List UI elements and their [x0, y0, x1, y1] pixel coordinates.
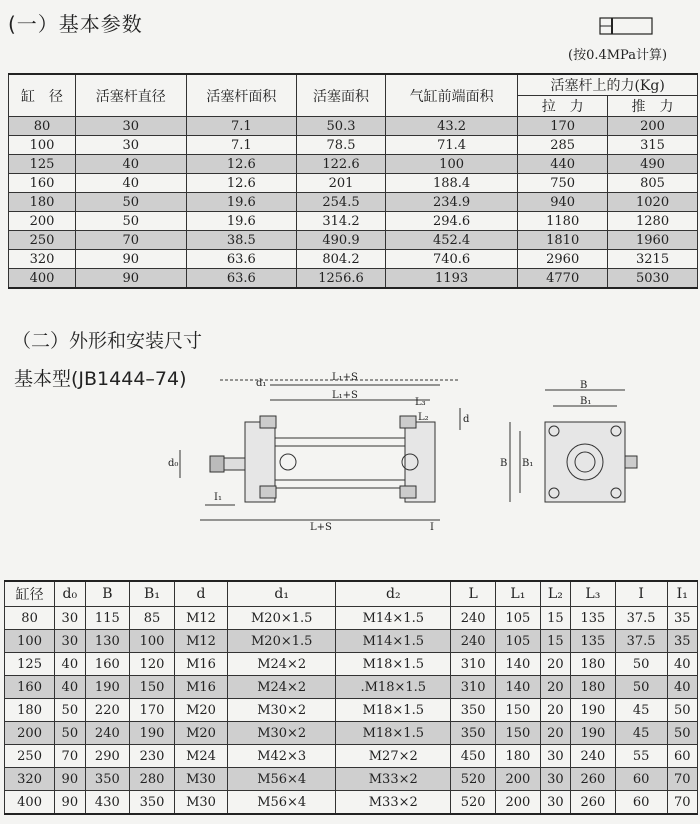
table-cell: 350	[130, 791, 175, 815]
table-cell: 50.3	[297, 117, 386, 136]
table-row	[9, 212, 698, 231]
table-cell: 90	[75, 250, 186, 269]
table-cell: 260	[571, 791, 616, 815]
label-b: B	[580, 380, 588, 391]
table-cell: 40	[55, 653, 85, 676]
table-header: d₀	[55, 581, 85, 607]
table-cell: 200	[496, 768, 541, 791]
table-cell: M56×4	[228, 768, 336, 791]
table-cell: 220	[85, 699, 130, 722]
table-cell: 285	[518, 136, 608, 155]
label-d: d	[463, 414, 470, 425]
table-cell: 452.4	[385, 231, 517, 250]
table-cell: M24×2	[228, 653, 336, 676]
table-cell: 180	[571, 676, 616, 699]
table-cell: 85	[130, 607, 175, 630]
cylinder-icon	[596, 12, 656, 40]
table-cell: 180	[571, 653, 616, 676]
table-cell: 240	[451, 607, 496, 630]
table-cell: 50	[615, 676, 667, 699]
table-cell: 1193	[385, 269, 517, 289]
col-piston-area: 活塞面积	[297, 74, 386, 117]
table-cell: 350	[85, 768, 130, 791]
table-cell: 100	[130, 630, 175, 653]
table-cell: M12	[174, 607, 227, 630]
table-cell: 50	[75, 193, 186, 212]
table-cell: 100	[5, 630, 55, 653]
side-view	[510, 390, 637, 502]
table-cell: 100	[385, 155, 517, 174]
col-rod-diameter: 活塞杆直径	[75, 74, 186, 117]
table-cell: 50	[615, 653, 667, 676]
table-cell: 250	[5, 745, 55, 768]
table-cell: 80	[9, 117, 76, 136]
table-cell: 805	[608, 174, 698, 193]
label-b-side: B	[500, 458, 508, 469]
table-cell: M20	[174, 722, 227, 745]
table-cell: 200	[5, 722, 55, 745]
table-header: I	[615, 581, 667, 607]
table-row	[5, 768, 698, 791]
table-cell: M42×3	[228, 745, 336, 768]
table-cell: M16	[174, 676, 227, 699]
table-cell: 3215	[608, 250, 698, 269]
table-cell: 40	[75, 174, 186, 193]
table-cell: 250	[9, 231, 76, 250]
table-header: 缸径	[5, 581, 55, 607]
table-cell: 70	[55, 745, 85, 768]
table-header: B	[85, 581, 130, 607]
table-cell: M30	[174, 768, 227, 791]
table-cell: 260	[571, 768, 616, 791]
table-cell: 30	[55, 607, 85, 630]
table-cell: 40	[667, 653, 697, 676]
table-cell: 200	[9, 212, 76, 231]
table-cell: M27×2	[336, 745, 451, 768]
table-cell: 180	[496, 745, 541, 768]
table-row	[9, 155, 698, 174]
table-cell: 170	[518, 117, 608, 136]
table-cell: 55	[615, 745, 667, 768]
table-cell: 90	[55, 768, 85, 791]
table-cell: 20	[540, 699, 570, 722]
table-cell: 1280	[608, 212, 698, 231]
table-cell: 30	[540, 768, 570, 791]
table-cell: 20	[540, 722, 570, 745]
col-bore: 缸 径	[9, 74, 76, 117]
table-cell: 15	[540, 607, 570, 630]
table-cell: 314.2	[297, 212, 386, 231]
table-row	[9, 269, 698, 289]
table-cell: 50	[667, 722, 697, 745]
table-cell: 190	[571, 699, 616, 722]
table-cell: 1020	[608, 193, 698, 212]
table-header: L₃	[571, 581, 616, 607]
table-cell: 160	[85, 653, 130, 676]
table-cell: 940	[518, 193, 608, 212]
table-cell: 135	[571, 607, 616, 630]
table-cell: 180	[9, 193, 76, 212]
cylinder-drawing	[160, 360, 700, 570]
label-l3: L₃	[415, 397, 426, 408]
table-cell: 200	[608, 117, 698, 136]
table-cell: M16	[174, 653, 227, 676]
table-row	[5, 722, 698, 745]
table-cell: 50	[55, 699, 85, 722]
table-cell: 240	[451, 630, 496, 653]
table-cell: 1256.6	[297, 269, 386, 289]
table-cell: 440	[518, 155, 608, 174]
table-cell: 520	[451, 768, 496, 791]
table-cell: M56×4	[228, 791, 336, 815]
table-cell: 190	[85, 676, 130, 699]
table-cell: 63.6	[186, 269, 297, 289]
table-row	[5, 676, 698, 699]
table-cell: 125	[5, 653, 55, 676]
label-i1: I₁	[214, 492, 222, 503]
table-cell: 20	[540, 653, 570, 676]
table-cell: 200	[496, 791, 541, 815]
table-header: L	[451, 581, 496, 607]
table-cell: 35	[667, 630, 697, 653]
table-cell: 180	[5, 699, 55, 722]
table-row	[9, 231, 698, 250]
table-header: L₂	[540, 581, 570, 607]
table-cell: 60	[667, 745, 697, 768]
table-cell: 50	[75, 212, 186, 231]
table-cell: 60	[615, 768, 667, 791]
table-cell: 310	[451, 676, 496, 699]
table-cell: 90	[55, 791, 85, 815]
table-cell: 350	[451, 699, 496, 722]
table-header: d₂	[336, 581, 451, 607]
table-cell: 1180	[518, 212, 608, 231]
table-cell: 1810	[518, 231, 608, 250]
table-cell: 19.6	[186, 193, 297, 212]
table-cell: 7.1	[186, 117, 297, 136]
table-cell: 2960	[518, 250, 608, 269]
table-cell: 30	[55, 630, 85, 653]
table-cell: 43.2	[385, 117, 517, 136]
table-cell: 5030	[608, 269, 698, 289]
table-header: d	[174, 581, 227, 607]
table-row	[9, 174, 698, 193]
table-cell: 71.4	[385, 136, 517, 155]
table-cell: 122.6	[297, 155, 386, 174]
table-cell: 30	[75, 136, 186, 155]
table-cell: .M18×1.5	[336, 676, 451, 699]
table-cell: 160	[5, 676, 55, 699]
table-cell: M18×1.5	[336, 722, 451, 745]
table-cell: 63.6	[186, 250, 297, 269]
table-cell: 70	[667, 791, 697, 815]
table-cell: 12.6	[186, 174, 297, 193]
table-cell: 450	[451, 745, 496, 768]
table-cell: 120	[130, 653, 175, 676]
col-pull: 拉 力	[518, 96, 608, 117]
table-cell: 490	[608, 155, 698, 174]
table-cell: 45	[615, 722, 667, 745]
table-cell: 150	[496, 722, 541, 745]
table-cell: 160	[9, 174, 76, 193]
table-cell: 7.1	[186, 136, 297, 155]
table-row	[5, 653, 698, 676]
label-b1: B₁	[580, 396, 592, 407]
table-cell: M18×1.5	[336, 653, 451, 676]
table-cell: 240	[85, 722, 130, 745]
table-cell: 310	[451, 653, 496, 676]
table-cell: 100	[9, 136, 76, 155]
table-cell: 201	[297, 174, 386, 193]
label-l2: L₂	[418, 412, 429, 423]
table-cell: 40	[55, 676, 85, 699]
table-cell: 740.6	[385, 250, 517, 269]
table-cell: 294.6	[385, 212, 517, 231]
label-l1s-top: L₁+S	[332, 372, 358, 383]
label-i: I	[430, 522, 434, 533]
table-cell: 320	[9, 250, 76, 269]
col-rod-force: 活塞杆上的力(Kg)	[518, 74, 698, 96]
table-cell: 50	[667, 699, 697, 722]
table-cell: M33×2	[336, 768, 451, 791]
table-cell: 190	[130, 722, 175, 745]
table-cell: M20×1.5	[228, 630, 336, 653]
table-cell: 37.5	[615, 630, 667, 653]
table-cell: 234.9	[385, 193, 517, 212]
table-cell: 4770	[518, 269, 608, 289]
table-cell: 70	[75, 231, 186, 250]
table-cell: 35	[667, 607, 697, 630]
table-cell: 280	[130, 768, 175, 791]
table-cell: 19.6	[186, 212, 297, 231]
table-header: I₁	[667, 581, 697, 607]
table-cell: M30×2	[228, 722, 336, 745]
table-cell: M20×1.5	[228, 607, 336, 630]
table-cell: 80	[5, 607, 55, 630]
table-cell: 78.5	[297, 136, 386, 155]
table-cell: 350	[451, 722, 496, 745]
table-cell: 290	[85, 745, 130, 768]
label-d1: d₁	[256, 378, 267, 389]
table-row	[5, 745, 698, 768]
table-row	[9, 117, 698, 136]
col-rod-area: 活塞杆面积	[186, 74, 297, 117]
col-front-area: 气缸前端面积	[385, 74, 517, 117]
table-cell: 70	[667, 768, 697, 791]
table-cell: 90	[75, 269, 186, 289]
section-2-subtitle: 基本型(JB1444–74)	[14, 368, 187, 390]
table-cell: 105	[496, 630, 541, 653]
table-cell: M18×1.5	[336, 699, 451, 722]
label-ls: L+S	[310, 522, 332, 533]
table-header: L₁	[496, 581, 541, 607]
table-cell: 50	[55, 722, 85, 745]
table-cell: 130	[85, 630, 130, 653]
table-cell: 30	[75, 117, 186, 136]
table-header: d₁	[228, 581, 336, 607]
table-row	[9, 250, 698, 269]
table-cell: 60	[615, 791, 667, 815]
table-cell: 37.5	[615, 607, 667, 630]
table-cell: 315	[608, 136, 698, 155]
table-row	[9, 193, 698, 212]
table-cell: 40	[75, 155, 186, 174]
pressure-note: (按0.4MPa计算)	[568, 48, 668, 63]
table-cell: 400	[9, 269, 76, 289]
table-cell: 135	[571, 630, 616, 653]
table-cell: 105	[496, 607, 541, 630]
dimensions-table	[4, 580, 698, 815]
table-cell: 45	[615, 699, 667, 722]
table-cell: M12	[174, 630, 227, 653]
table-cell: 40	[667, 676, 697, 699]
table-cell: M24	[174, 745, 227, 768]
table-cell: M24×2	[228, 676, 336, 699]
table-row	[5, 607, 698, 630]
table-cell: 20	[540, 676, 570, 699]
table-cell: 230	[130, 745, 175, 768]
table-row	[9, 136, 698, 155]
table-cell: 125	[9, 155, 76, 174]
table-cell: M30×2	[228, 699, 336, 722]
section-2-title: （二）外形和安装尺寸	[12, 330, 203, 352]
section-1-title: (一）基本参数	[8, 12, 143, 36]
col-push: 推 力	[608, 96, 698, 117]
table-cell: 490.9	[297, 231, 386, 250]
table-row	[5, 630, 698, 653]
table-row	[5, 791, 698, 815]
basic-parameters-table	[8, 73, 698, 289]
table-cell: 188.4	[385, 174, 517, 193]
table-header: B₁	[130, 581, 175, 607]
table-cell: 12.6	[186, 155, 297, 174]
table-cell: M30	[174, 791, 227, 815]
table-row	[5, 699, 698, 722]
table-cell: 320	[5, 768, 55, 791]
table-cell: 804.2	[297, 250, 386, 269]
table-cell: 140	[496, 676, 541, 699]
table-cell: 170	[130, 699, 175, 722]
table-cell: 240	[571, 745, 616, 768]
table-cell: 430	[85, 791, 130, 815]
table-cell: 115	[85, 607, 130, 630]
table-cell: 150	[496, 699, 541, 722]
table-cell: 400	[5, 791, 55, 815]
table-cell: 30	[540, 791, 570, 815]
table-cell: M14×1.5	[336, 630, 451, 653]
table-cell: 15	[540, 630, 570, 653]
label-d0: d₀	[168, 458, 179, 469]
table-cell: M20	[174, 699, 227, 722]
table-cell: 38.5	[186, 231, 297, 250]
table-cell: 190	[571, 722, 616, 745]
label-b1-side: B₁	[522, 458, 534, 469]
label-l1s: L₁+S	[332, 390, 358, 401]
table-cell: M14×1.5	[336, 607, 451, 630]
table-cell: M33×2	[336, 791, 451, 815]
table-cell: 150	[130, 676, 175, 699]
table-cell: 30	[540, 745, 570, 768]
table-cell: 750	[518, 174, 608, 193]
table-cell: 140	[496, 653, 541, 676]
table-cell: 254.5	[297, 193, 386, 212]
table-cell: 520	[451, 791, 496, 815]
table-cell: 1960	[608, 231, 698, 250]
